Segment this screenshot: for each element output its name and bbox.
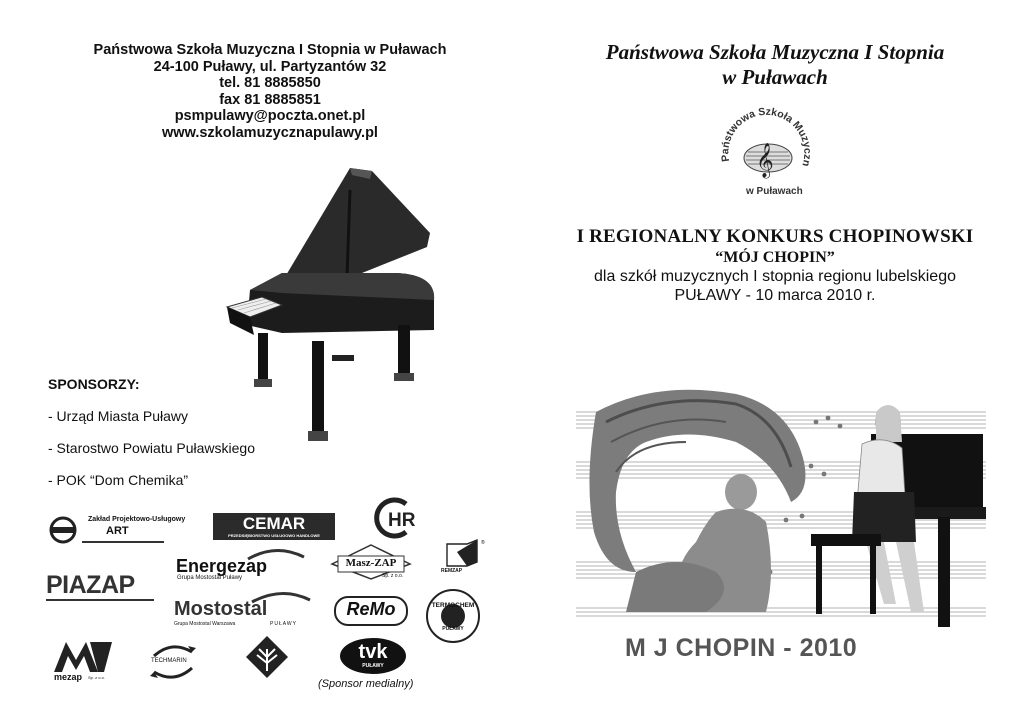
mezap-logo-name: mezap — [54, 672, 83, 682]
svg-text:w Puławach: w Puławach — [746, 186, 803, 197]
art-logo-name: ART — [106, 525, 129, 537]
energezap-logo — [176, 547, 306, 583]
tvk-logo — [340, 638, 408, 676]
art-logo — [46, 514, 186, 546]
contest-date: PUŁAWY - 10 marca 2010 r. — [674, 287, 876, 304]
hr-logo — [372, 496, 418, 540]
contest-subtitle: “MÓJ CHOPIN” — [715, 249, 835, 266]
school-seal-logo — [716, 104, 816, 200]
termochem-logo-name: TERMOCHEM — [431, 602, 475, 609]
chopin-collage-image — [566, 372, 996, 634]
cemar-logo — [213, 513, 335, 540]
contest-audience: dla szkół muzycznych I stopnia regionu lubelskiego — [594, 268, 956, 285]
sponsors-list — [48, 376, 255, 504]
sponsor-item: - POK “Dom Chemika” — [48, 472, 189, 488]
maszzap-logo — [330, 543, 412, 581]
piazap-logo-name: PIAZAP — [46, 571, 135, 599]
address-phone: tel. 81 8885850 — [219, 75, 321, 91]
school-address-block — [40, 42, 500, 141]
art-logo-caption: Zakład Projektowo-Usługowy — [88, 516, 186, 523]
techmarin-logo — [148, 642, 198, 682]
address-school-name: Państwowa Szkoła Muzyczna I Stopnia w Puławach — [93, 42, 447, 58]
svg-text:HR: HR — [388, 510, 416, 531]
svg-text:®: ® — [481, 540, 485, 546]
piazap-logo — [46, 571, 156, 601]
address-fax: fax 81 8885851 — [219, 91, 321, 108]
termochem-logo-city: PUŁAWY — [442, 626, 464, 632]
address-website: www.szkolamuzycznapulawy.pl — [162, 124, 378, 141]
remo-logo — [334, 596, 408, 626]
techmarin-logo-name: TECHMARIN — [151, 658, 187, 664]
school-title-line1: Państwowa Szkoła Muzyczna I Stopnia — [605, 40, 945, 64]
cemar-logo-name: CEMAR — [242, 514, 306, 533]
diamond-tree-logo — [245, 635, 289, 679]
remo-logo-name: ReMo — [346, 599, 396, 619]
cemar-logo-caption: PRZEDSIĘBIORSTWO USŁUGOWO HANDLOWE — [228, 533, 320, 538]
sponsor-item: - Urząd Miasta Puławy — [48, 408, 189, 424]
school-title-line2: w Puławach — [722, 65, 828, 89]
remzap-logo-name: REMZAP — [441, 568, 463, 574]
tvk-logo-city: PUŁAWY — [362, 663, 384, 669]
address-email: psmpulawy@poczta.onet.pl — [174, 108, 366, 124]
media-sponsor-caption: (Sponsor medialny) — [318, 678, 414, 690]
contest-title: I REGIONALNY KONKURS CHOPINOWSKI — [576, 226, 974, 247]
remzap-logo — [441, 538, 487, 578]
svg-text:𝄞: 𝄞 — [756, 143, 774, 178]
school-title — [560, 40, 990, 90]
moj-chopin-banner: M J CHOPIN - 2010 — [625, 634, 858, 662]
address-street: 24-100 Puławy, ul. Partyzantów 32 — [153, 58, 387, 75]
sponsors-heading: SPONSORZY: — [48, 376, 140, 392]
mostostal-logo-caption: Grupa Mostostal Warszawa — [174, 621, 236, 627]
mostostal-logo-name: Mostostal — [174, 598, 268, 620]
contest-heading — [540, 226, 1010, 305]
mezap-logo-caption: Sp. z o.o. — [88, 675, 105, 680]
tvk-logo-name: tvk — [358, 641, 388, 663]
energezap-logo-caption: Grupa Mostostal Puławy — [177, 575, 243, 581]
mezap-logo — [54, 640, 116, 684]
energezap-logo-name: Energezap — [176, 556, 268, 576]
mostostal-logo-city: PUŁAWY — [270, 621, 297, 627]
maszzap-logo-name: Masz-ZAP — [345, 557, 397, 569]
sponsor-item: - Starostwo Powiatu Puławskiego — [48, 440, 255, 456]
mostostal-logo — [174, 590, 314, 630]
maszzap-logo-caption: Sp. z o.o. — [382, 573, 404, 579]
termochem-logo — [425, 588, 481, 644]
svg-text:Państwowa Szkoła Muzyczna I st: Państwowa Szkoła Muzyczn — [719, 105, 814, 168]
